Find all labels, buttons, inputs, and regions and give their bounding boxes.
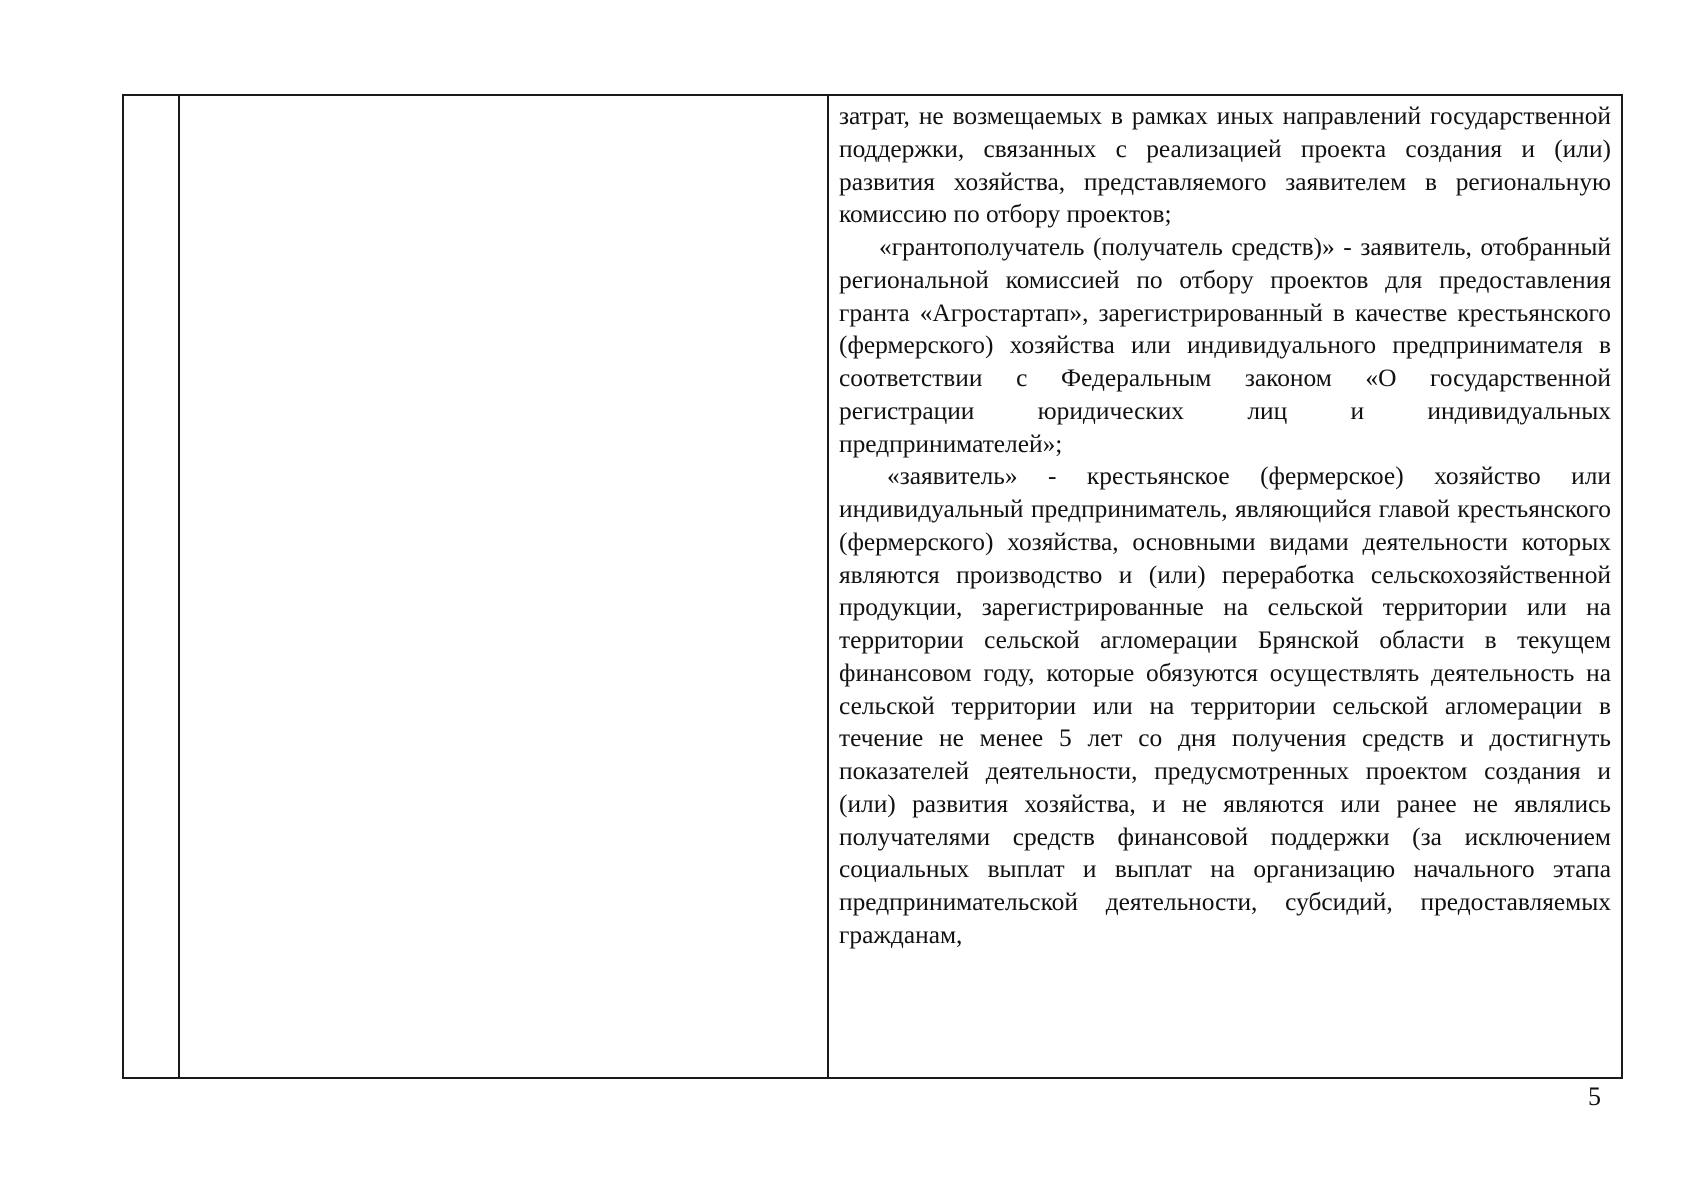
table-column-text bbox=[829, 96, 1621, 1077]
table-column-middle bbox=[180, 96, 829, 1077]
paragraph-costs: затрат, не возмещаемых в рамках иных направлений государственной поддержки, связанных с реализацией проекта создания и (или) развития хозяйства, представляемого заявителем в региональную комиссию по отбору проектов; bbox=[839, 102, 1611, 229]
page-number: 5 bbox=[1588, 1082, 1601, 1111]
document-table bbox=[122, 94, 1623, 1079]
table-column-number bbox=[124, 96, 180, 1077]
paragraph-applicant: «заявитель» - крестьянское (фермерское) хозяйство или индивидуальный предприниматель, являющийся главой крестьянского (фермерского) хозяйства, основными видами деятельности которых являются производство и (или) переработка сельскохозяйственной продукции, зарегистрированные на сельской территории или на территории сельской агломерации Брянской области в текущем финансовом году, которые обязуются осуществлять деятельность на сельской территории или на территории сельской агломерации в течение не менее 5 лет со дня получения средств и достигнуть показателей деятельности, предусмотренных проектом создания и (или) развития хозяйства, и не являются или ранее не являлись получателями средств финансовой поддержки (за исключением социальных выплат и выплат на организацию начального этапа предпринимательской деятельности, субсидий, предоставляемых гражданам, bbox=[839, 462, 1611, 949]
paragraph-grant-recipient: «грантополучатель (получатель средств)» - заявитель, отобранный региональной комиссией по отбору проектов для предоставления гранта «Агростартап», зарегистрированный в качестве крестьянского (фермерского) хозяйства или индивидуального предпринимателя в соответствии с Федеральным законом «О государственной регистрации юридических лиц и индивидуальных предпринимателей»; bbox=[839, 233, 1611, 458]
